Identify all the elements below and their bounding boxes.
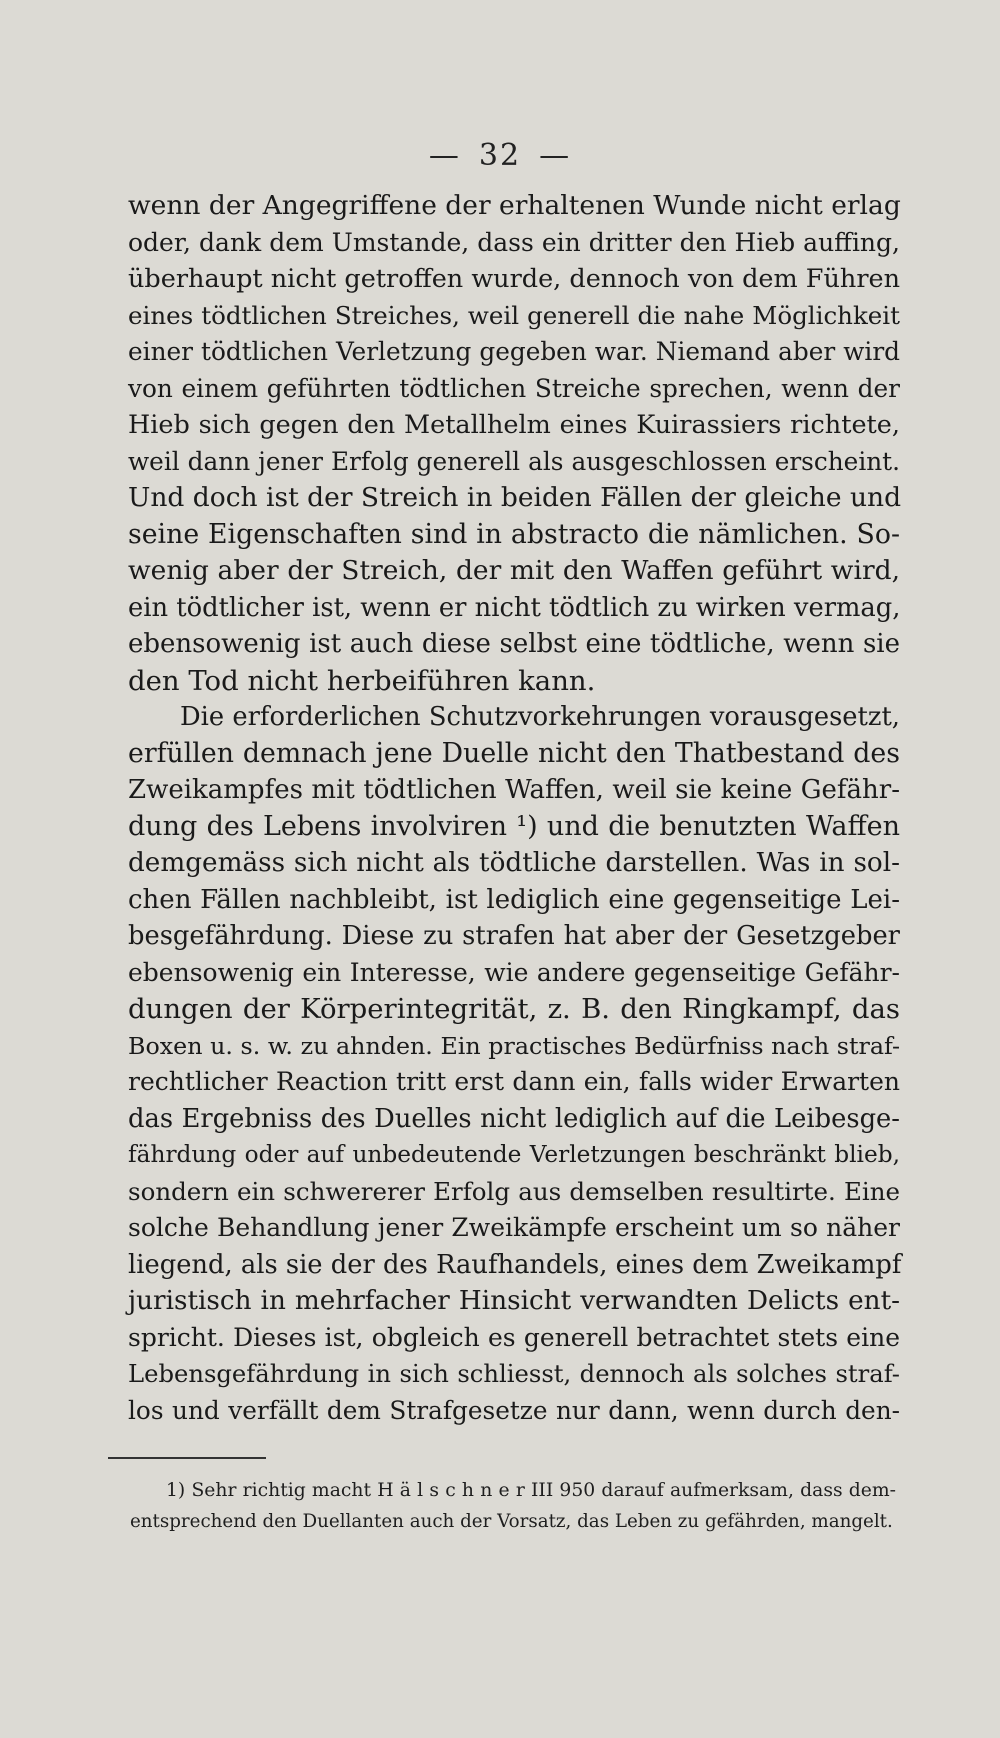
body-line: wenn der Angegriffene der erhaltenen Wunde nicht erlag: [128, 190, 901, 221]
body-line: Hieb sich gegen den Metallhelm eines Kuirassiers richtete,: [128, 410, 900, 440]
body-line: ebensowenig ist auch diese selbst eine tödtliche, wenn sie: [128, 629, 900, 659]
body-line: chen Fällen nachbleibt, ist lediglich eine gegenseitige Lei-: [128, 884, 900, 915]
body-line: Boxen u. s. w. zu ahnden. Ein practisches Bedürfniss nach straf-: [128, 1031, 900, 1060]
page-number-dash-right: —: [539, 138, 572, 173]
body-line: fährdung oder auf unbedeutende Verletzungen beschränkt blieb,: [128, 1141, 900, 1168]
body-line: besgefährdung. Diese zu strafen hat aber der Gesetzgeber: [128, 921, 900, 951]
footnote-line: 1) Sehr richtig macht H ä l s c h n e r III 950 darauf aufmerksam, dass dem-: [166, 1480, 896, 1501]
page-number-dash-left: —: [428, 138, 461, 173]
body-line: Lebensgefährdung in sich schliesst, dennoch als solches straf-: [128, 1359, 900, 1388]
body-line: sondern ein schwererer Erfolg aus demselben resultirte. Eine: [128, 1176, 900, 1206]
body-line: liegend, als sie der des Raufhandels, eines dem Zweikampf: [128, 1249, 902, 1280]
body-line: solche Behandlung jener Zweikämpfe erscheint um so näher: [128, 1213, 900, 1242]
body-line: erfüllen demnach jene Duelle nicht den Thatbestand des: [128, 737, 900, 769]
body-line: wenig aber der Streich, der mit den Waffen geführt wird,: [128, 555, 900, 586]
body-line: ebensowenig ein Interesse, wie andere gegenseitige Gefähr-: [128, 957, 900, 987]
body-line: los und verfällt dem Strafgesetze nur dann, wenn durch den-: [128, 1395, 900, 1425]
page-number: 32: [478, 138, 522, 173]
body-line: oder, dank dem Umstande, dass ein dritter den Hieb auffing,: [128, 227, 900, 257]
footnotes: [130, 1475, 896, 1537]
footnote-divider: [108, 1457, 266, 1459]
body-line: Und doch ist der Streich in beiden Fällen der gleiche und: [128, 482, 902, 513]
body-line: eines tödtlichen Streiches, weil generell die nahe Möglichkeit: [128, 300, 900, 330]
body-line: dung des Lebens involviren ¹) und die benutzten Waffen: [128, 810, 900, 842]
body-line: das Ergebniss des Duelles nicht lediglich auf die Leibesge-: [128, 1103, 900, 1134]
body-line: überhaupt nicht getroffen wurde, dennoch von dem Führen: [128, 264, 901, 294]
footnote-line: entsprechend den Duellanten auch der Vorsatz, das Leben zu gefährden, mangelt.: [130, 1511, 893, 1532]
body-line: seine Eigenschaften sind in abstracto die nämlichen. So-: [128, 518, 900, 550]
body-line: dungen der Körperintegrität, z. B. den Ringkampf, das: [128, 993, 900, 1025]
body-line: rechtlicher Reaction tritt erst dann ein, falls wider Erwarten: [128, 1067, 900, 1096]
body-line: Zweikampfes mit tödtlichen Waffen, weil sie keine Gefähr-: [128, 775, 900, 805]
page-number-header: [0, 138, 1000, 173]
body-line: demgemäss sich nicht als tödtliche darstellen. Was in sol-: [128, 848, 900, 878]
body-line: Die erforderlichen Schutzvorkehrungen vorausgesetzt,: [180, 702, 900, 732]
body-line: spricht. Dieses ist, obgleich es generell betrachtet stets eine: [128, 1322, 900, 1352]
body-line: juristisch in mehrfacher Hinsicht verwandten Delicts ent-: [128, 1286, 900, 1316]
body-line: den Tod nicht herbeiführen kann.: [128, 664, 596, 697]
body-text: [128, 188, 900, 1429]
body-line: ein tödtlicher ist, wenn er nicht tödtlich zu wirken vermag,: [128, 592, 901, 623]
body-line: einer tödtlichen Verletzung gegeben war. Niemand aber wird: [128, 337, 900, 366]
body-line: weil dann jener Erfolg generell als ausgeschlossen erscheint.: [128, 446, 900, 476]
body-line: von einem geführten tödtlichen Streiche sprechen, wenn der: [128, 373, 900, 403]
